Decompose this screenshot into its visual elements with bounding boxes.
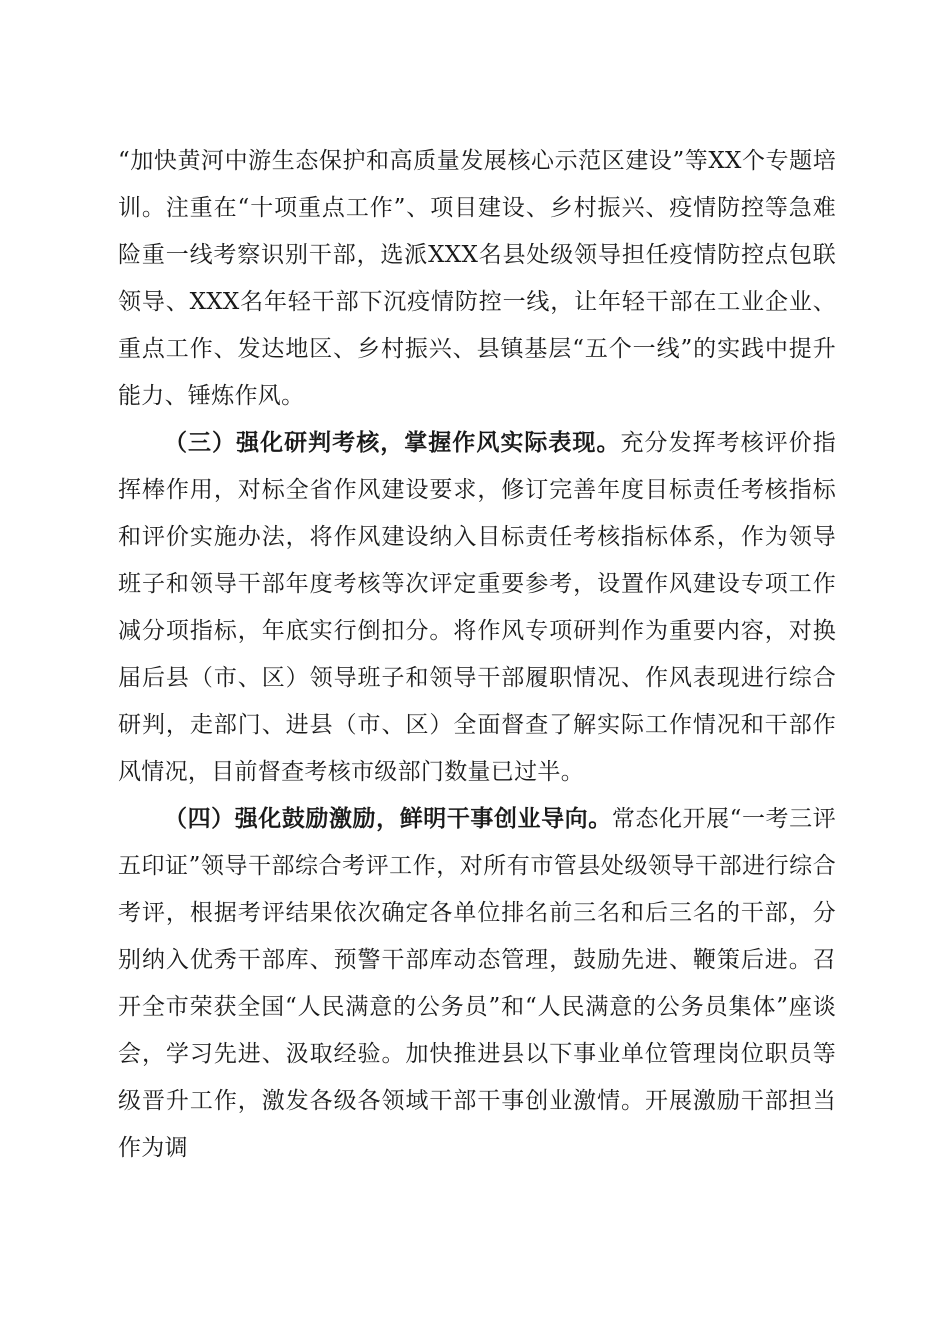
- paragraph-continuation: [118, 138, 836, 420]
- paragraph-section-four: [118, 796, 836, 1172]
- paragraph-text: 常态化开展“一考三评五印证”领导干部综合考评工作，对所有市管县处级领导干部进行综合考评，根据考评结果依次确定各单位排名前三名和后三名的干部，分别纳入优秀干部库、预警干部库动态管理，鼓励先进、鞭策后进。召开全市荣获全国“人民满意的公务员”和“人民满意的公务员集体”座谈会，学习先进、汲取经验。加快推进县以下事业单位管理岗位职员等级晋升工作，激发各级各领域干部干事创业激情。开展激励干部担当作为调: [118, 806, 836, 1161]
- paragraph-section-three: [118, 420, 836, 796]
- paragraph-text: 充分发挥考核评价指挥棒作用，对标全省作风建设要求，修订完善年度目标责任考核指标和评价实施办法，将作风建设纳入目标责任考核指标体系，作为领导班子和领导干部年度考核等次评定重要参考，设置作风建设专项工作减分项指标，年底实行倒扣分。将作风专项研判作为重要内容，对换届后县（市、区）领导班子和领导干部履职情况、作风表现进行综合研判，走部门、进县（市、区）全面督查了解实际工作情况和干部作风情况，目前督查考核市级部门数量已过半。: [118, 430, 837, 785]
- document-body: [118, 138, 836, 1172]
- section-heading: （四）强化鼓励激励，鲜明干事创业导向。: [164, 806, 612, 832]
- paragraph-text: “加快黄河中游生态保护和高质量发展核心示范区建设”等XX个专题培训。注重在“十项重点工作”、项目建设、乡村振兴、疫情防控等急难险重一线考察识别干部，选派XXX名县处级领导担任疫情防控点包联领导、XXX名年轻干部下沉疫情防控一线，让年轻干部在工业企业、重点工作、发达地区、乡村振兴、县镇基层“五个一线”的实践中提升能力、锤炼作风。: [118, 148, 836, 409]
- section-heading: （三）强化研判考核，掌握作风实际表现。: [164, 430, 621, 456]
